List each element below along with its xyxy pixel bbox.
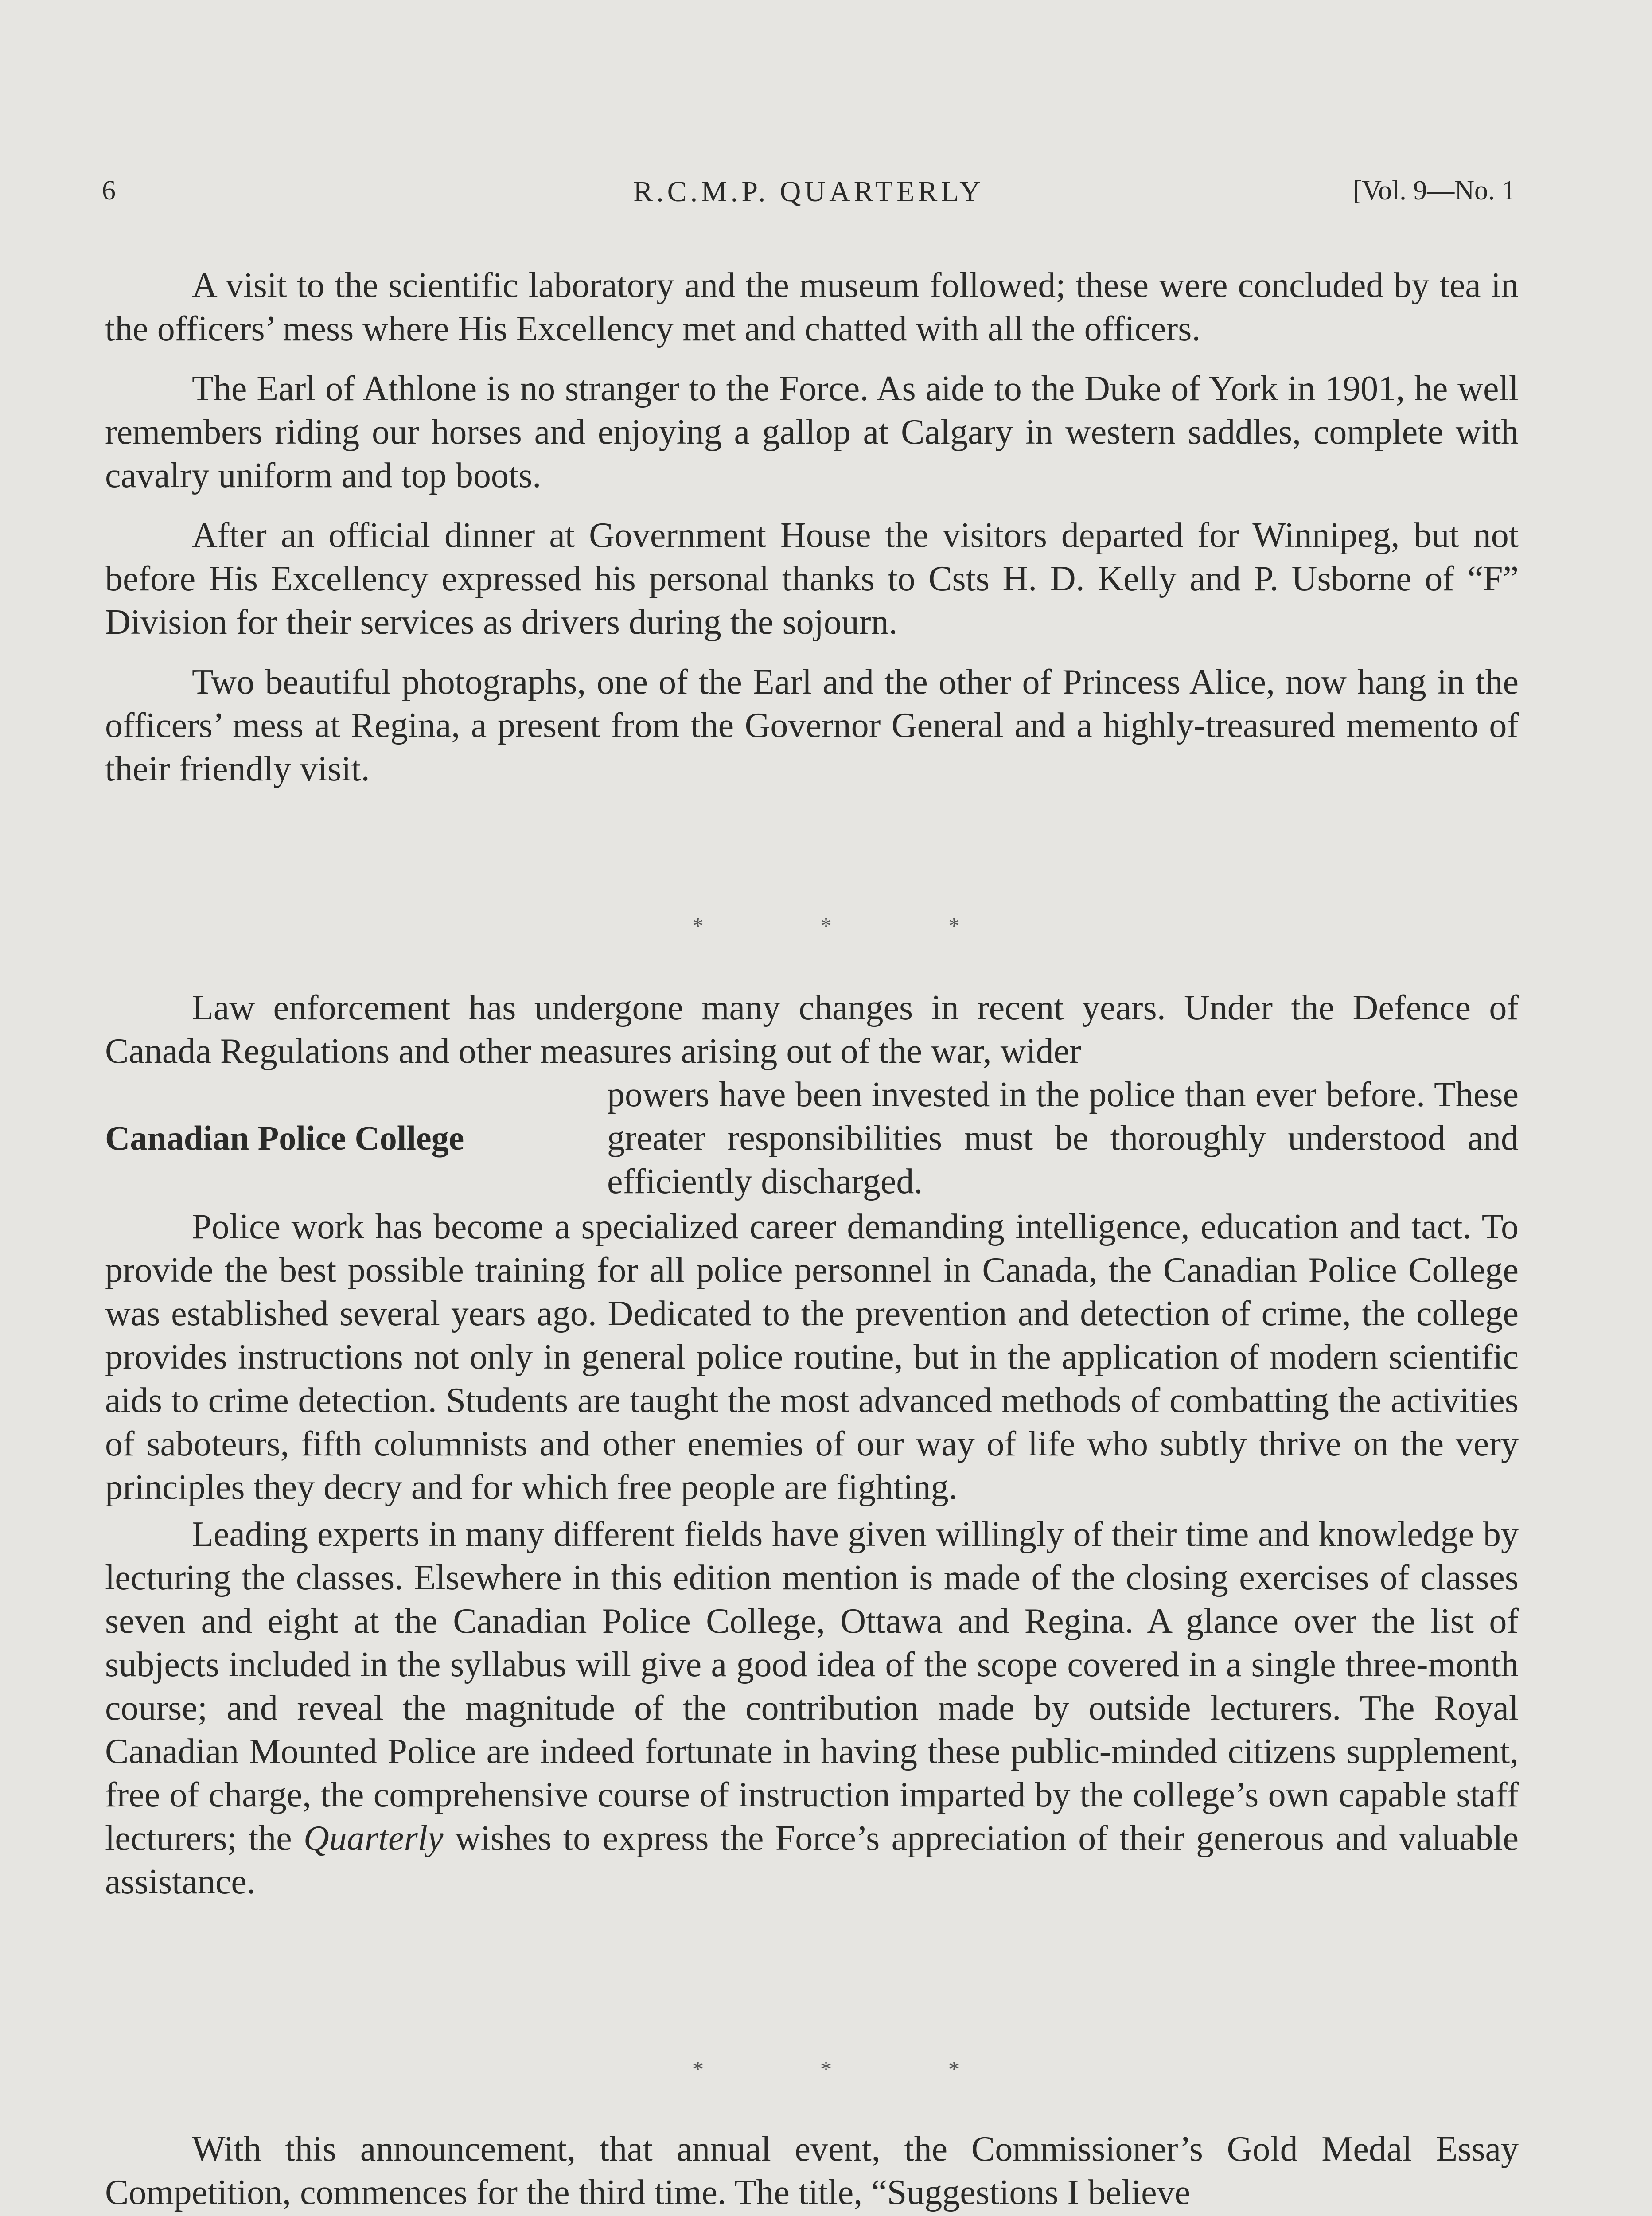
- paragraph: After an official dinner at Government House the visitors departed for Winnipeg, but not before His Excellency expressed his personal thanks to Csts H. D. Kelly and P. Usborne of “F” Division for their services as drivers during the sojourn.: [105, 516, 1519, 642]
- paragraph: Two beautiful photographs, one of the Earl and the other of Princess Alice, now hang in the officers’ mess at Regina, a present from the Governor General and a highly-treasured memento of their friendly visit.: [105, 663, 1519, 788]
- publication-name: Quarterly: [304, 1819, 444, 1858]
- paragraph-text: wishes to express the Force’s appreciation of their generous and valuable assistance.: [105, 1819, 1519, 1901]
- page-number: 6: [102, 176, 116, 206]
- sidehead-title: Canadian Police College: [105, 1119, 464, 1157]
- page-header: [102, 175, 1516, 215]
- sidehead-text: powers have been invested in the police than ever before. These greater responsibilities must be thoroughly understood and efficiently discharged.: [607, 1075, 1519, 1201]
- sidehead-block: [105, 2214, 1519, 2216]
- paragraph: Police work has become a specialized career demanding intelligence, education and tact. To provide the best possible training for all police personnel in Canada, the Canadian Police College was established several years ago. Dedicated to the prevention and detection of crime, the college provides instructions not only in general police routine, but in the application of modern scientific aids to crime detection. Students are taught the most advanced methods of combatting the activities of saboteurs, fifth columnists and other enemies of our way of life who subtly thrive on the very principles they decry and for which free people are fighting.: [105, 1207, 1519, 1507]
- section-athlone-visit: [105, 264, 1519, 791]
- paragraph: [105, 1513, 1519, 1904]
- paragraph: A visit to the scientific laboratory and the museum followed; these were concluded by tea in the officers’ mess where His Excellency met and chatted with all the officers.: [105, 266, 1519, 348]
- section-separator: * * *: [692, 2057, 960, 2082]
- paragraph: The Earl of Athlone is no stranger to the Force. As aide to the Duke of York in 1901, he well remembers riding our horses and enjoying a gallop at Calgary in western saddles, complete with cavalry uniform and top boots.: [105, 369, 1519, 495]
- section-separator: * * *: [692, 913, 960, 939]
- volume-label: [Vol. 9—No. 1: [1352, 176, 1516, 206]
- sidehead-block: [105, 1073, 1519, 1203]
- journal-title: R.C.M.P. QUARTERLY: [633, 176, 984, 208]
- sidehead-text: [397, 2214, 1519, 2216]
- section-police-college: [105, 986, 1519, 1904]
- paragraph-text: Leading experts in many different fields have given willingly of their time and knowledge by lecturing the classes. Elsewhere in this edition mention is made of the closing exercises of classes seven and eight at the Canadian Police College, Ottawa and Regina. A glance over the list of subjects included in the syllabus will give a good idea of the scope covered in a single three-month course; and reveal the magnitude of the contribution made by outside lecturers. The Royal Canadian Mounted Police are indeed fortunate in having these public-minded citizens supplement, free of charge, the comprehensive course of instruction imparted by the college’s own capable staff lecturers; the: [105, 1515, 1519, 1858]
- section-essay-contest: [105, 2127, 1519, 2216]
- paragraph: With this announcement, that annual event, the Commissioner’s Gold Medal Essay Competition, commences for the third time. The title, “Suggestions I believe: [105, 2130, 1519, 2212]
- paragraph: Law enforcement has undergone many changes in recent years. Under the Defence of Canada Regulations and other measures arising out of the war, wider: [105, 988, 1519, 1071]
